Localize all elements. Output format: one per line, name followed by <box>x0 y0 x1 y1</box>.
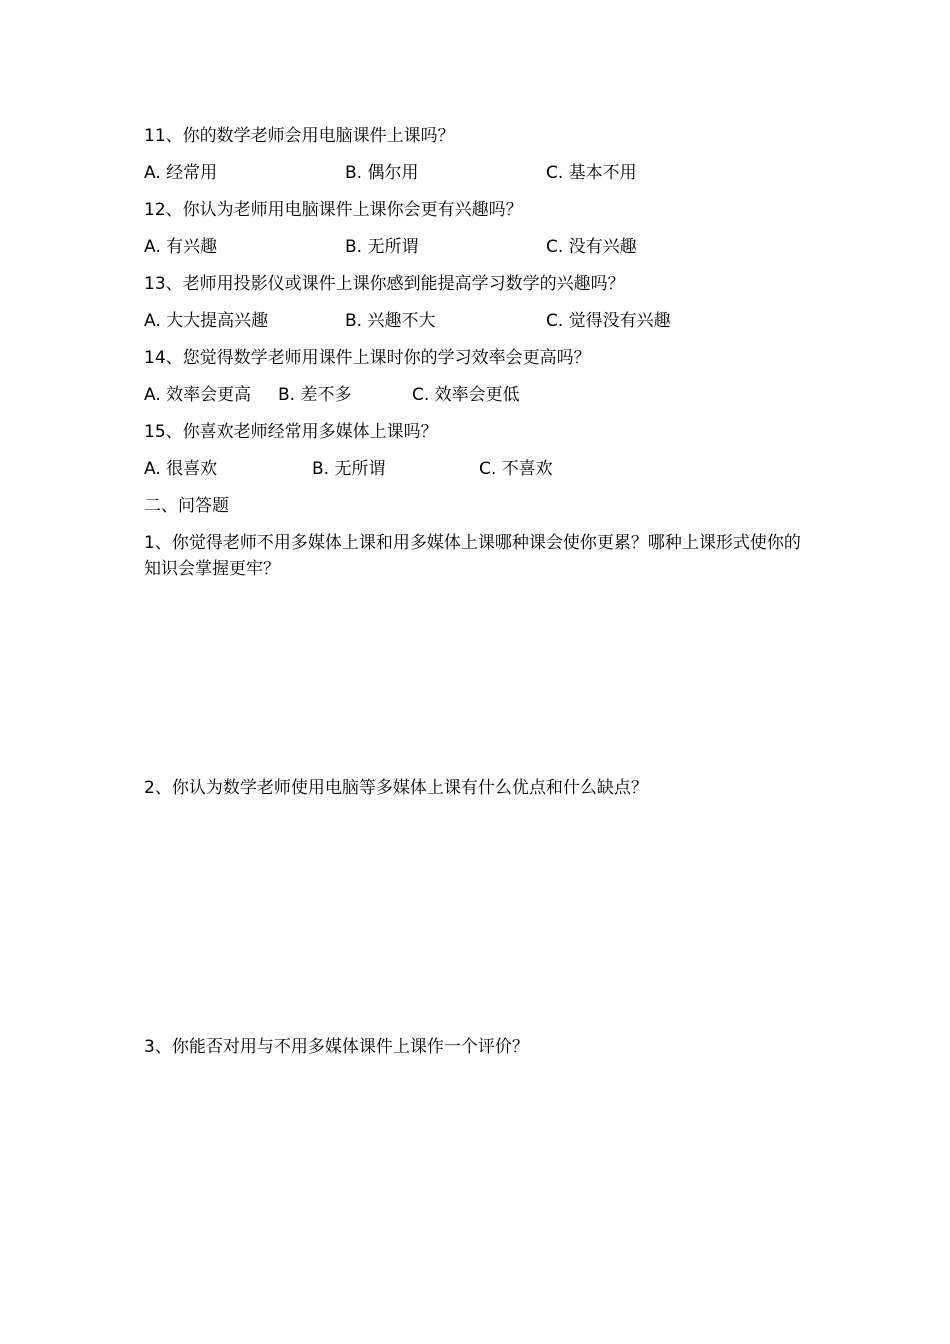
question-14: 14、您觉得数学老师用课件上课时你的学习效率会更高吗？ <box>144 348 591 368</box>
open-question-1: 1、你觉得老师不用多媒体上课和用多媒体上课哪种课会使你更累？哪种上课形式使你的知识会掌握更牢？ <box>144 533 801 579</box>
question-12: 12、你认为老师用电脑课件上课你会更有兴趣吗？ <box>144 200 523 220</box>
option-a: A. 很喜欢 <box>144 459 218 479</box>
option-a: A. 经常用 <box>144 163 218 183</box>
option-b: B. 差不多 <box>278 385 352 405</box>
question-15: 15、你喜欢老师经常用多媒体上课吗？ <box>144 422 438 442</box>
option-c: C. 觉得没有兴趣 <box>546 311 671 331</box>
option-b: B. 无所谓 <box>345 237 419 257</box>
section-heading: 二、问答题 <box>144 496 229 516</box>
open-question-2: 2、你认为数学老师使用电脑等多媒体上课有什么优点和什么缺点？ <box>144 778 648 798</box>
option-c: C. 效率会更低 <box>412 385 520 405</box>
option-b: B. 兴趣不大 <box>345 311 436 331</box>
option-c: C. 基本不用 <box>546 163 637 183</box>
option-c: C. 没有兴趣 <box>546 237 637 257</box>
option-a: A. 大大提高兴趣 <box>144 311 269 331</box>
option-a: A. 效率会更高 <box>144 385 252 405</box>
option-b: B. 偶尔用 <box>345 163 419 183</box>
option-b: B. 无所谓 <box>312 459 386 479</box>
option-a: A. 有兴趣 <box>144 237 218 257</box>
question-11: 11、你的数学老师会用电脑课件上课吗？ <box>144 126 455 146</box>
open-question-3: 3、你能否对用与不用多媒体课件上课作一个评价？ <box>144 1037 529 1057</box>
question-13: 13、老师用投影仪或课件上课你感到能提高学习数学的兴趣吗？ <box>144 274 625 294</box>
option-c: C. 不喜欢 <box>479 459 553 479</box>
